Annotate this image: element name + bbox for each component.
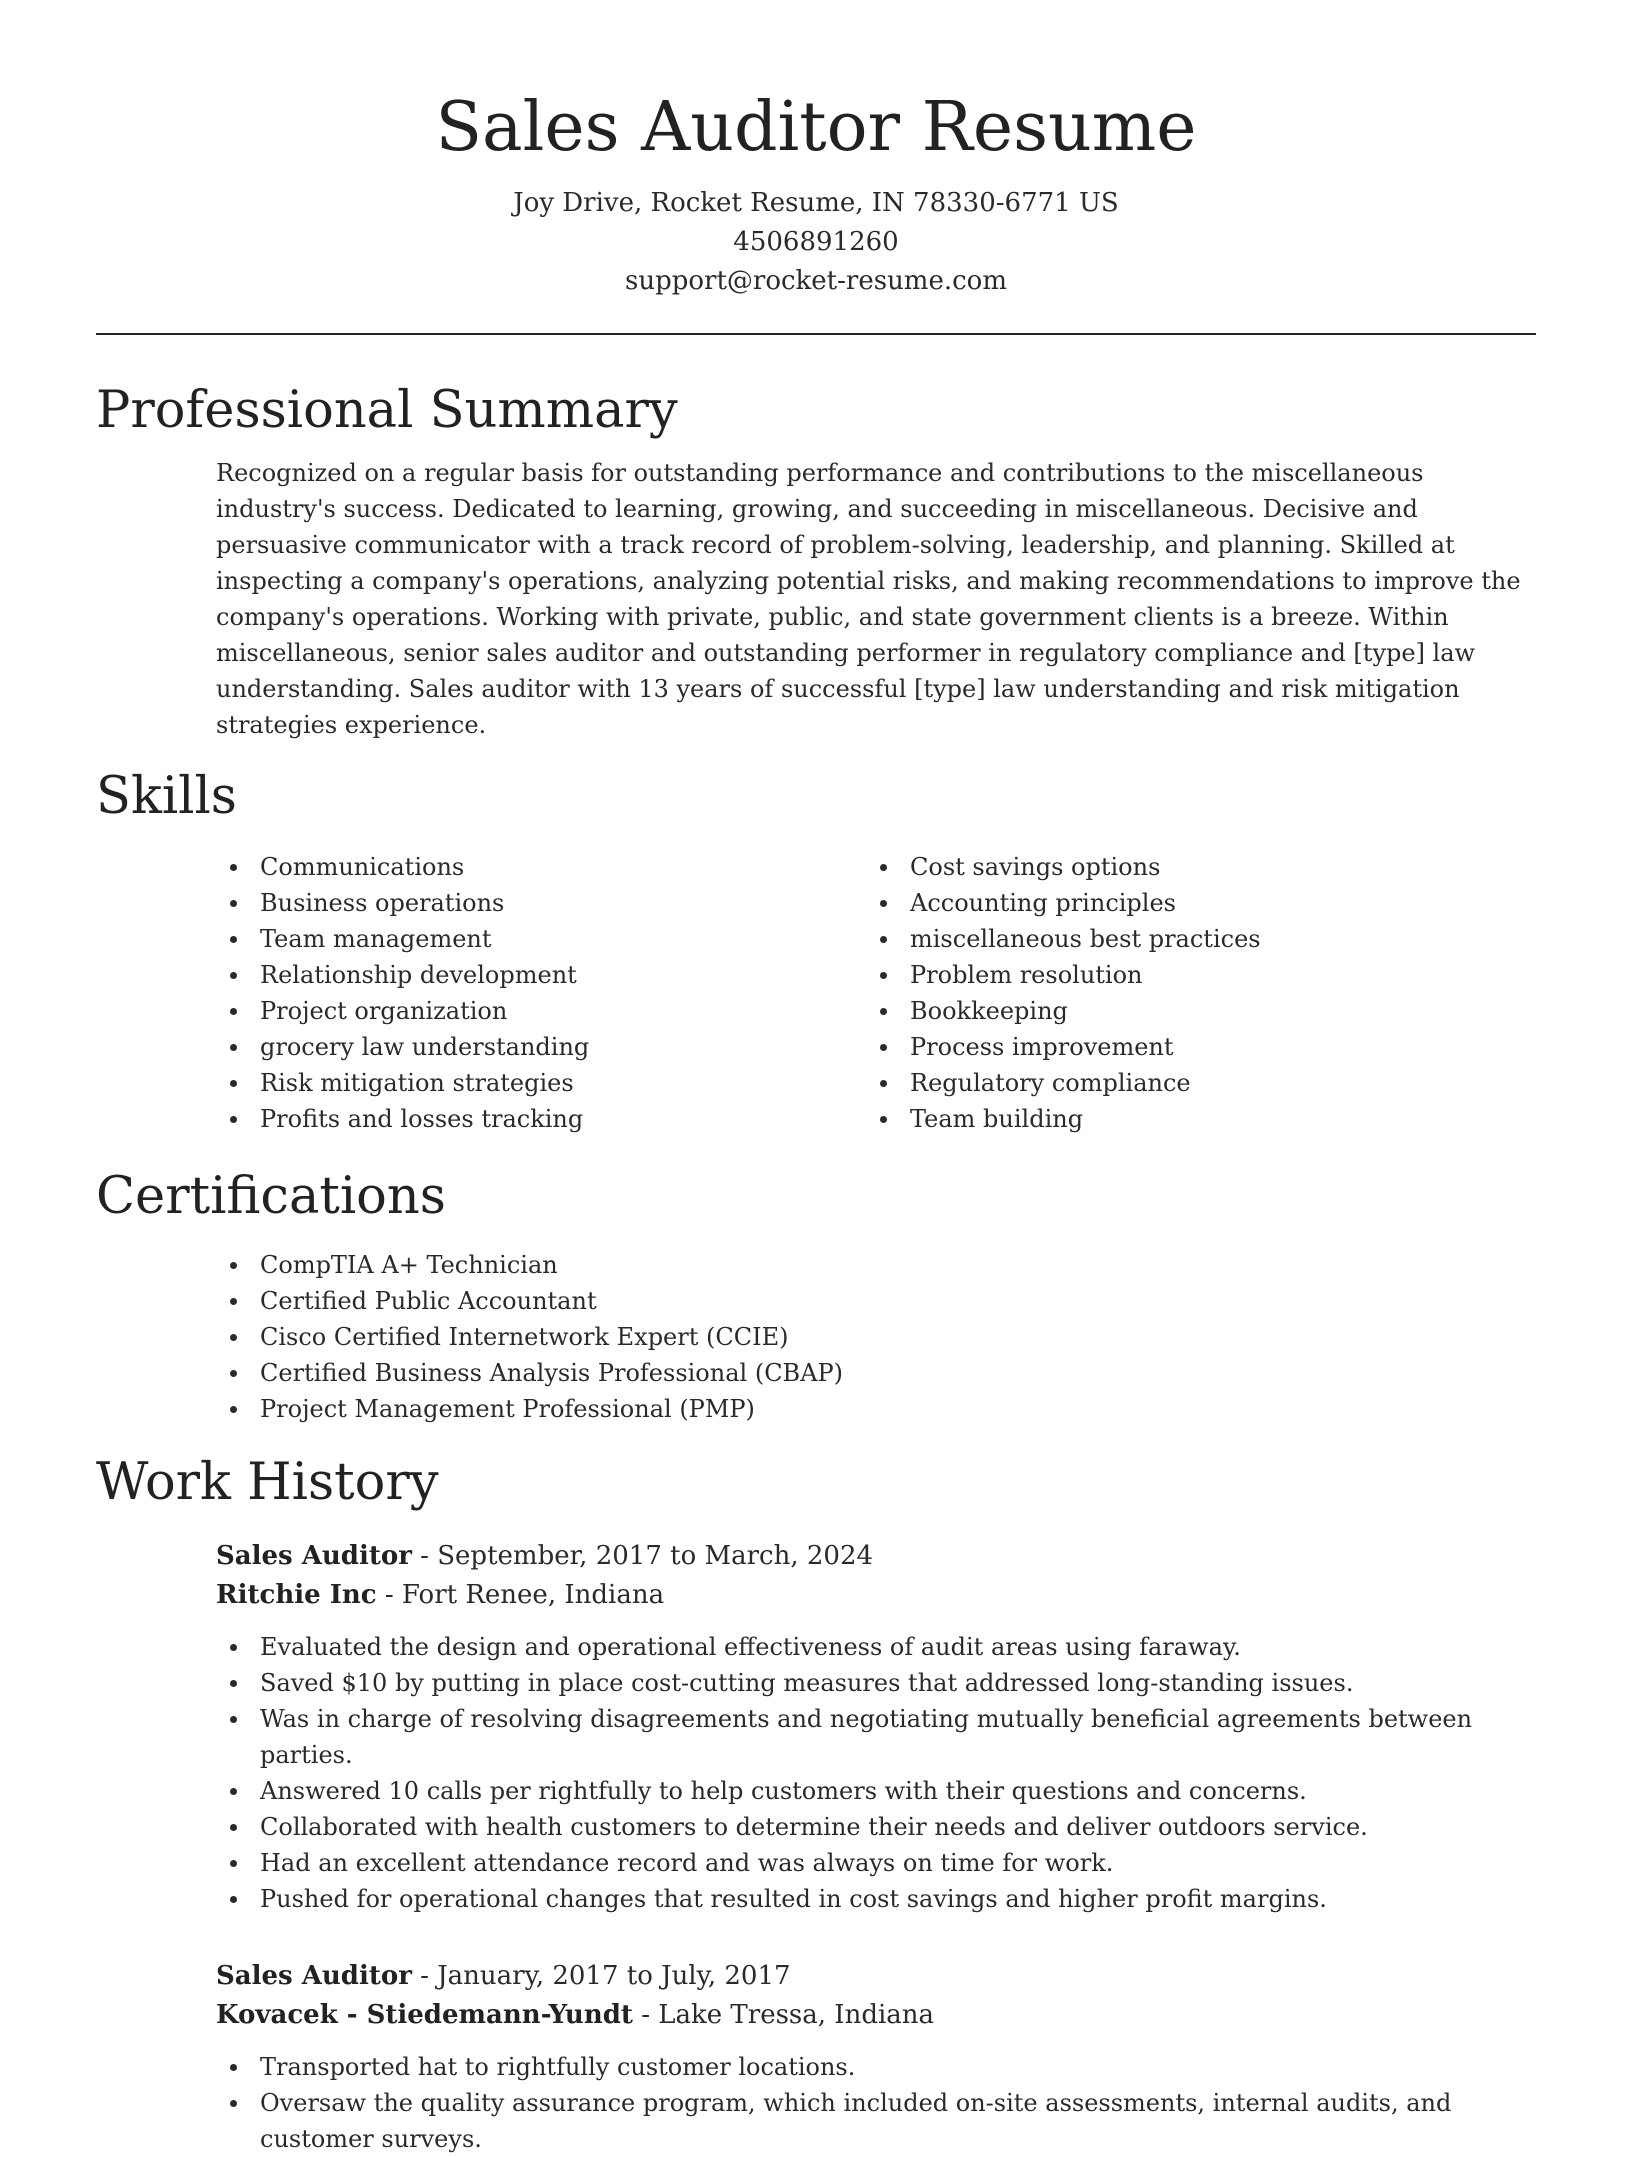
resume-page (96, 0, 1536, 2157)
job-entry (216, 1957, 1536, 2157)
job-company-line (216, 1996, 1536, 2035)
certification-item: Certified Public Accountant (216, 1283, 1536, 1319)
contact-email: support@rocket-resume.com (624, 266, 1007, 296)
job-bullet-list (216, 1629, 1536, 1917)
skill-item: Communications (216, 849, 866, 885)
work-history-heading: Work History (96, 1453, 439, 1512)
job-bullet: Was in charge of resolving disagreements and negotiating mutually beneficial agreements between parties. (216, 1701, 1536, 1773)
job-bullet: Saved $10 by putting in place cost-cutting measures that addressed long-standing issues. (216, 1665, 1536, 1701)
skill-item: Regulatory compliance (866, 1065, 1516, 1101)
job-bullet: Collaborated with health customers to determine their needs and deliver outdoors service. (216, 1809, 1536, 1845)
resume-name: Sales Auditor Resume (435, 88, 1197, 167)
skill-item: Bookkeeping (866, 993, 1516, 1029)
job-company: Ritchie Inc (216, 1580, 377, 1610)
skills-grid (216, 849, 1536, 1137)
summary-heading: Professional Summary (96, 381, 678, 440)
certification-item: CompTIA A+ Technician (216, 1247, 1536, 1283)
contact-address: Joy Drive, Rocket Resume, IN 78330-6771 US (513, 188, 1119, 218)
header-divider (96, 333, 1536, 335)
resume-header (96, 0, 1536, 301)
contact-phone: 4506891260 (733, 227, 899, 257)
skill-item: Business operations (216, 885, 866, 921)
summary-text: Recognized on a regular basis for outstanding performance and contributions to the miscellaneous industry's success. Dedicated to learning, growing, and succeeding in miscellaneous. Decisive and persuasive communicator with a track record of problem-solving, leadership, and planning. Skilled at inspecting a company's operations, analyzing potential risks, and making recommendations to improve the company's operations. Working with private, public, and state government clients is a breeze. Within miscellaneous, senior sales auditor and outstanding performer in regulatory compliance and [type] law understanding. Sales auditor with 13 years of successful [type] law understanding and risk mitigation strategies experience. (216, 459, 1521, 739)
job-bullet: Oversaw the quality assurance program, which included on-site assessments, internal audits, and customer surveys. (216, 2085, 1536, 2157)
summary-section (96, 455, 1536, 743)
skills-heading: Skills (96, 767, 237, 826)
job-bullet: Pushed for operational changes that resulted in cost savings and higher profit margins. (216, 1881, 1536, 1917)
skill-item: miscellaneous best practices (866, 921, 1516, 957)
skill-item: Accounting principles (866, 885, 1516, 921)
certification-item: Cisco Certified Internetwork Expert (CCIE) (216, 1319, 1536, 1355)
skills-list-right (866, 849, 1516, 1137)
skill-item: grocery law understanding (216, 1029, 866, 1065)
job-entry (216, 1537, 1536, 1917)
job-bullet: Answered 10 calls per rightfully to help customers with their questions and concerns. (216, 1773, 1536, 1809)
certifications-heading: Certifications (96, 1167, 446, 1226)
skills-list-left (216, 849, 866, 1137)
job-bullet: Had an excellent attendance record and was always on time for work. (216, 1845, 1536, 1881)
job-title: Sales Auditor (216, 1541, 412, 1571)
job-company-line (216, 1576, 1536, 1615)
job-bullet: Evaluated the design and operational effectiveness of audit areas using faraway. (216, 1629, 1536, 1665)
skill-item: Team management (216, 921, 866, 957)
skill-item: Risk mitigation strategies (216, 1065, 866, 1101)
job-title: Sales Auditor (216, 1961, 412, 1991)
job-dates: - September, 2017 to March, 2024 (411, 1541, 874, 1571)
skill-item: Process improvement (866, 1029, 1516, 1065)
skills-section (96, 849, 1536, 1137)
job-company: Kovacek - Stiedemann-Yundt (216, 2000, 633, 2030)
certifications-list (216, 1247, 1536, 1427)
job-title-line (216, 1957, 1536, 1996)
work-history-section (96, 1537, 1536, 2157)
skill-item: Relationship development (216, 957, 866, 993)
certifications-section (96, 1247, 1536, 1427)
certification-item: Project Management Professional (PMP) (216, 1391, 1536, 1427)
skill-item: Team building (866, 1101, 1516, 1137)
job-dates: - January, 2017 to July, 2017 (411, 1961, 791, 1991)
job-location: - Lake Tressa, Indiana (632, 2000, 935, 2030)
skill-item: Cost savings options (866, 849, 1516, 885)
job-title-line (216, 1537, 1536, 1576)
certification-item: Certified Business Analysis Professional (CBAP) (216, 1355, 1536, 1391)
job-location: - Fort Renee, Indiana (376, 1580, 665, 1610)
skill-item: Problem resolution (866, 957, 1516, 993)
skill-item: Profits and losses tracking (216, 1101, 866, 1137)
skill-item: Project organization (216, 993, 866, 1029)
job-bullet: Transported hat to rightfully customer locations. (216, 2049, 1536, 2085)
job-bullet-list (216, 2049, 1536, 2157)
